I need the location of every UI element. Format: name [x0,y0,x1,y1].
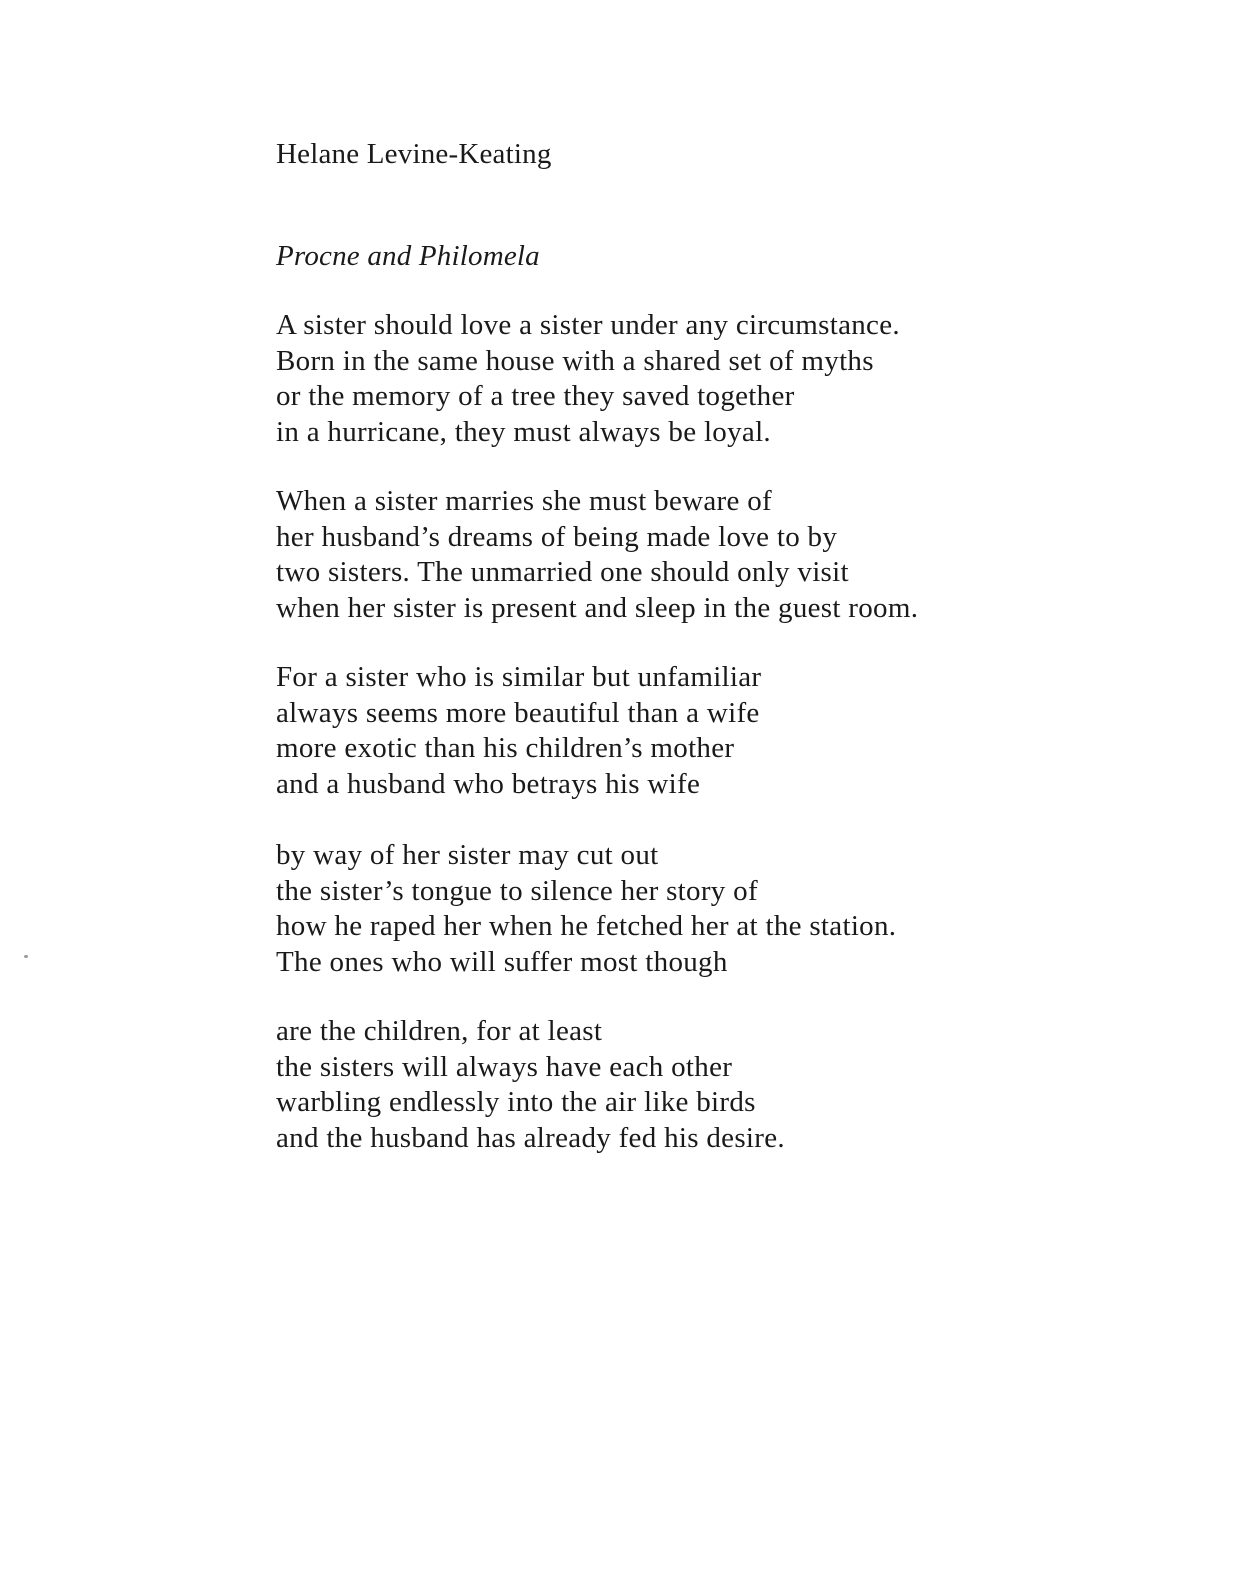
poem-line: how he raped her when he fetched her at the station. [276,910,897,942]
poem-line: when her sister is present and sleep in the guest room. [276,591,919,624]
poem-line: warbling endlessly into the air like birds [276,1086,756,1118]
stanza-1 [276,308,900,450]
poem-line: or the memory of a tree they saved together [276,380,795,412]
poem-line: The ones who will suffer most though [276,945,728,978]
poem-line: the sister’s tongue to silence her story of [276,874,758,907]
poem-line: Born in the same house with a shared set of myths [276,344,874,377]
poem-line: A sister should love a sister under any circumstance. [276,309,900,341]
poem-line: For a sister who is similar but unfamiliar [276,661,762,693]
poem-line: two sisters. The unmarried one should only visit [276,556,849,588]
poem-line: When a sister marries she must beware of [276,485,772,517]
poem-line: by way of her sister may cut out [276,839,659,871]
poem-author: Helane Levine-Keating [276,138,552,170]
poem-line: and a husband who betrays his wife [276,767,701,800]
poem-line: always seems more beautiful than a wife [276,696,760,729]
poem-line: and the husband has already fed his desire. [276,1121,785,1154]
poem-line: are the children, for at least [276,1015,603,1047]
stanza-3 [276,660,761,802]
stanza-5 [276,1014,785,1156]
poem-line: in a hurricane, they must always be loyal. [276,415,771,448]
poem-line: the sisters will always have each other [276,1050,733,1083]
scan-speck [24,955,28,958]
poem-title: Procne and Philomela [276,240,540,272]
stanza-4 [276,838,896,980]
stanza-2 [276,484,918,626]
poem-line: her husband’s dreams of being made love to by [276,520,838,553]
poem-line: more exotic than his children’s mother [276,732,735,764]
